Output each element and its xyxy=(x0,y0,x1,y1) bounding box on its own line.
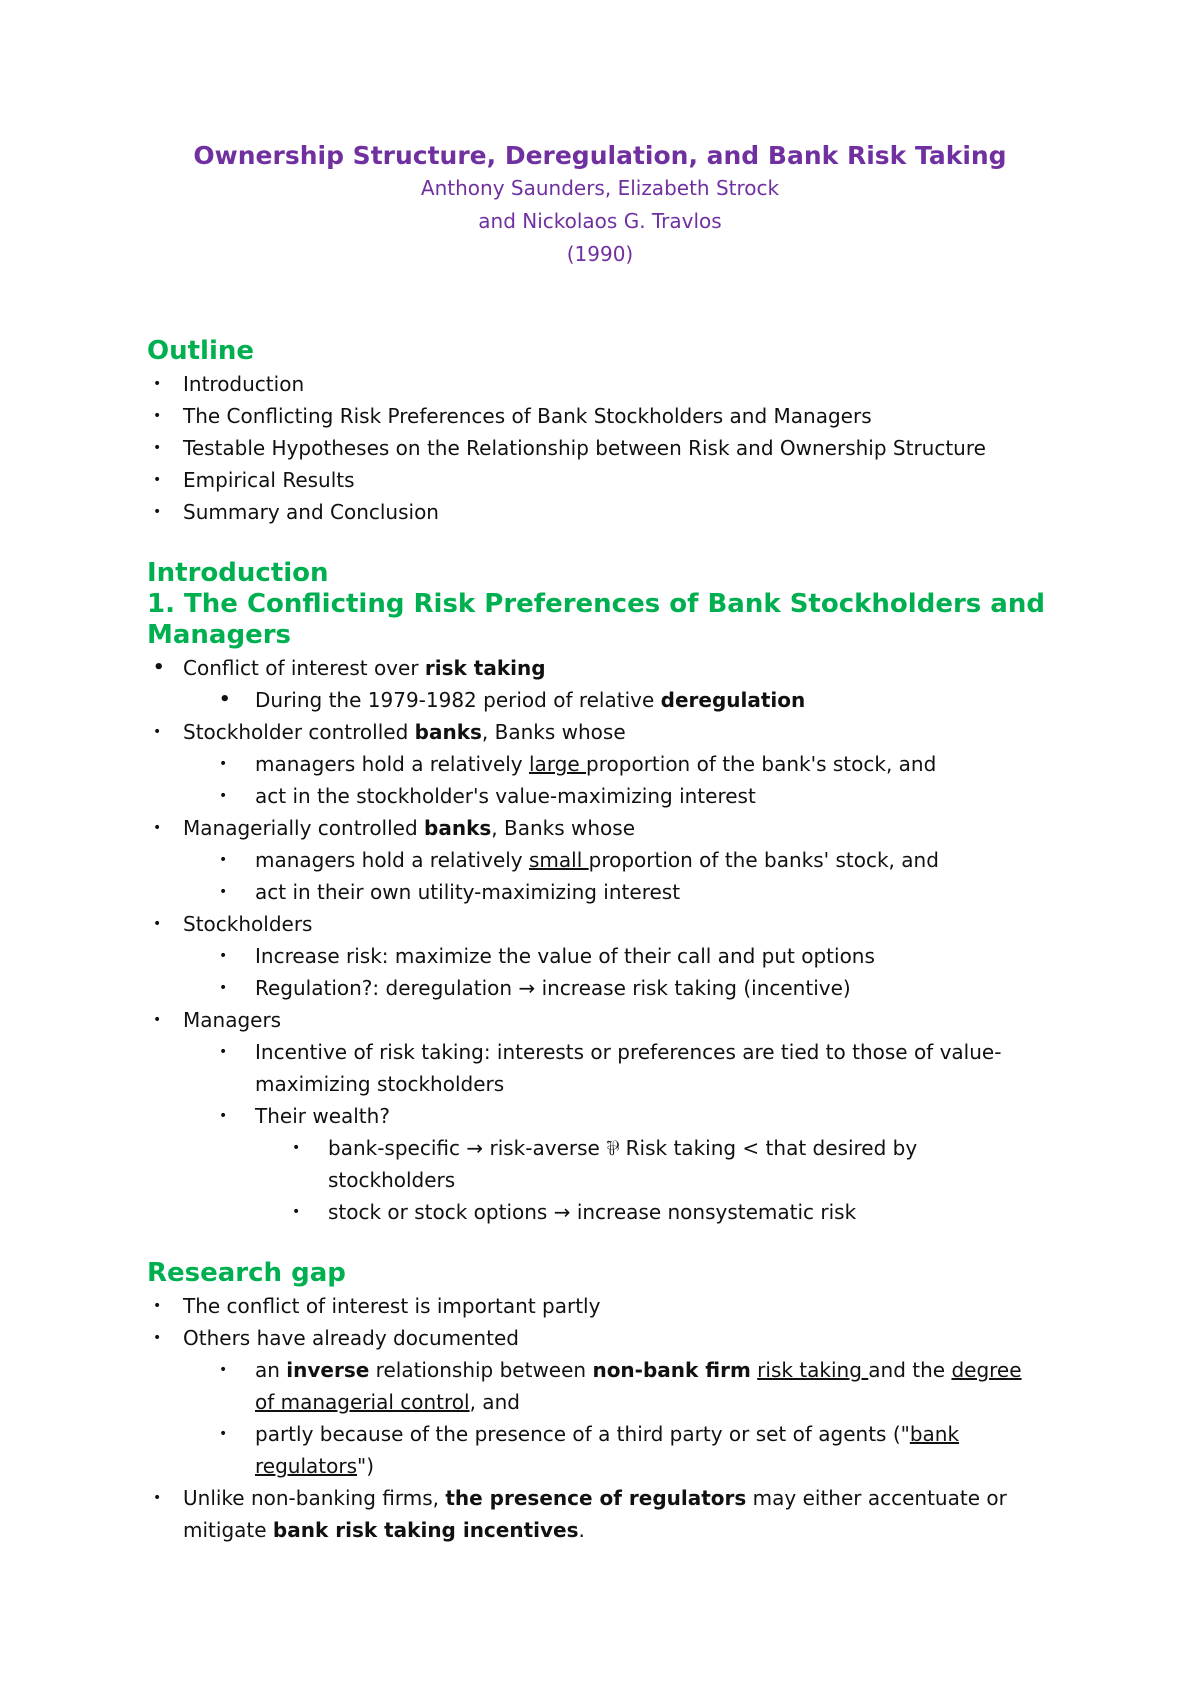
authors-line-1: Anthony Saunders, Elizabeth Strock xyxy=(420,176,780,200)
bullet: • xyxy=(153,440,162,456)
bullet: • xyxy=(292,1140,301,1156)
section-1-heading-line-2: Managers xyxy=(147,620,292,650)
list-item-continuation: regulators") xyxy=(255,1454,375,1478)
bullet: • xyxy=(153,408,162,424)
list-item: • act in the stockholder's value-maximizing interest xyxy=(255,780,756,812)
list-item: • an inverse relationship between non-bank firm risk taking and the degree xyxy=(255,1354,1022,1386)
bullet: • xyxy=(219,1426,228,1442)
list-item: • stock or stock options → increase nonsystematic risk xyxy=(328,1196,856,1228)
list-item: • managers hold a relatively large proportion of the bank's stock, and xyxy=(255,748,936,780)
outline-item: • The Conflicting Risk Preferences of Bank Stockholders and Managers xyxy=(183,400,872,432)
list-item: • Increase risk: maximize the value of their call and put options xyxy=(255,940,875,972)
list-item: • Stockholder controlled banks, Banks whose xyxy=(183,716,626,748)
outline-item: • Introduction xyxy=(183,368,304,400)
list-item: • Unlike non-banking firms, the presence of regulators may either accentuate or xyxy=(183,1482,1007,1514)
list-item: • partly because of the presence of a third party or set of agents ("bank xyxy=(255,1418,959,1450)
introduction-heading: Introduction xyxy=(147,558,329,588)
bullet: • xyxy=(219,756,228,772)
bullet: • xyxy=(219,788,228,804)
bullet: • xyxy=(153,1298,162,1314)
list-item-continuation: mitigate bank risk taking incentives. xyxy=(183,1518,585,1542)
bullet: • xyxy=(153,916,162,932)
authors-line-2: and Nickolaos G. Travlos xyxy=(478,209,722,233)
outline-item: • Empirical Results xyxy=(183,464,355,496)
list-item: • Conflict of interest over risk taking xyxy=(183,652,546,684)
list-item: • Stockholders xyxy=(183,908,312,940)
bullet: • xyxy=(153,1012,162,1028)
list-item: • Others have already documented xyxy=(183,1322,519,1354)
bullet: • xyxy=(153,724,162,740)
list-item: • managers hold a relatively small proportion of the banks' stock, and xyxy=(255,844,939,876)
list-item: • Managers xyxy=(183,1004,281,1036)
outline-heading: Outline xyxy=(147,336,255,366)
bullet: • xyxy=(153,657,165,678)
list-item: • Regulation?: deregulation → increase risk taking (incentive) xyxy=(255,972,851,1004)
list-item-continuation: maximizing stockholders xyxy=(255,1072,505,1096)
outline-item: • Summary and Conclusion xyxy=(183,496,439,528)
bullet: • xyxy=(219,689,231,710)
bullet: • xyxy=(153,376,162,392)
section-1-heading-line-1: 1. The Conflicting Risk Preferences of Bank Stockholders and xyxy=(147,589,1045,619)
list-item-continuation: of managerial control, and xyxy=(255,1390,520,1414)
special-symbol-icon: ⅌ xyxy=(606,1136,620,1160)
bullet: • xyxy=(219,884,228,900)
bullet: • xyxy=(219,852,228,868)
research-gap-heading: Research gap xyxy=(147,1258,346,1288)
bullet: • xyxy=(153,504,162,520)
bullet: • xyxy=(292,1204,301,1220)
list-item: • During the 1979-1982 period of relative deregulation xyxy=(255,684,805,716)
bullet: • xyxy=(219,1044,228,1060)
bullet: • xyxy=(219,1362,228,1378)
list-item-continuation: stockholders xyxy=(328,1168,456,1192)
bullet: • xyxy=(153,820,162,836)
bullet: • xyxy=(153,1330,162,1346)
arrow-right-icon: → xyxy=(518,976,536,1000)
publication-year: (1990) xyxy=(566,242,634,266)
bullet: • xyxy=(219,1108,228,1124)
bullet: • xyxy=(219,948,228,964)
list-item: • bank-specific → risk-averse ⅌ Risk taking < that desired by xyxy=(328,1132,917,1164)
arrow-right-icon: → xyxy=(466,1136,484,1160)
bullet: • xyxy=(219,980,228,996)
list-item: • Incentive of risk taking: interests or preferences are tied to those of value- xyxy=(255,1036,1001,1068)
list-item: • Their wealth? xyxy=(255,1100,390,1132)
arrow-right-icon: → xyxy=(553,1200,571,1224)
list-item: • act in their own utility-maximizing interest xyxy=(255,876,680,908)
outline-item: • Testable Hypotheses on the Relationship between Risk and Ownership Structure xyxy=(183,432,986,464)
bullet: • xyxy=(153,1490,162,1506)
document-title: Ownership Structure, Deregulation, and Bank Risk Taking xyxy=(193,141,1007,170)
list-item: • The conflict of interest is important partly xyxy=(183,1290,600,1322)
bullet: • xyxy=(153,472,162,488)
title-block xyxy=(0,140,1200,271)
list-item: • Managerially controlled banks, Banks whose xyxy=(183,812,635,844)
